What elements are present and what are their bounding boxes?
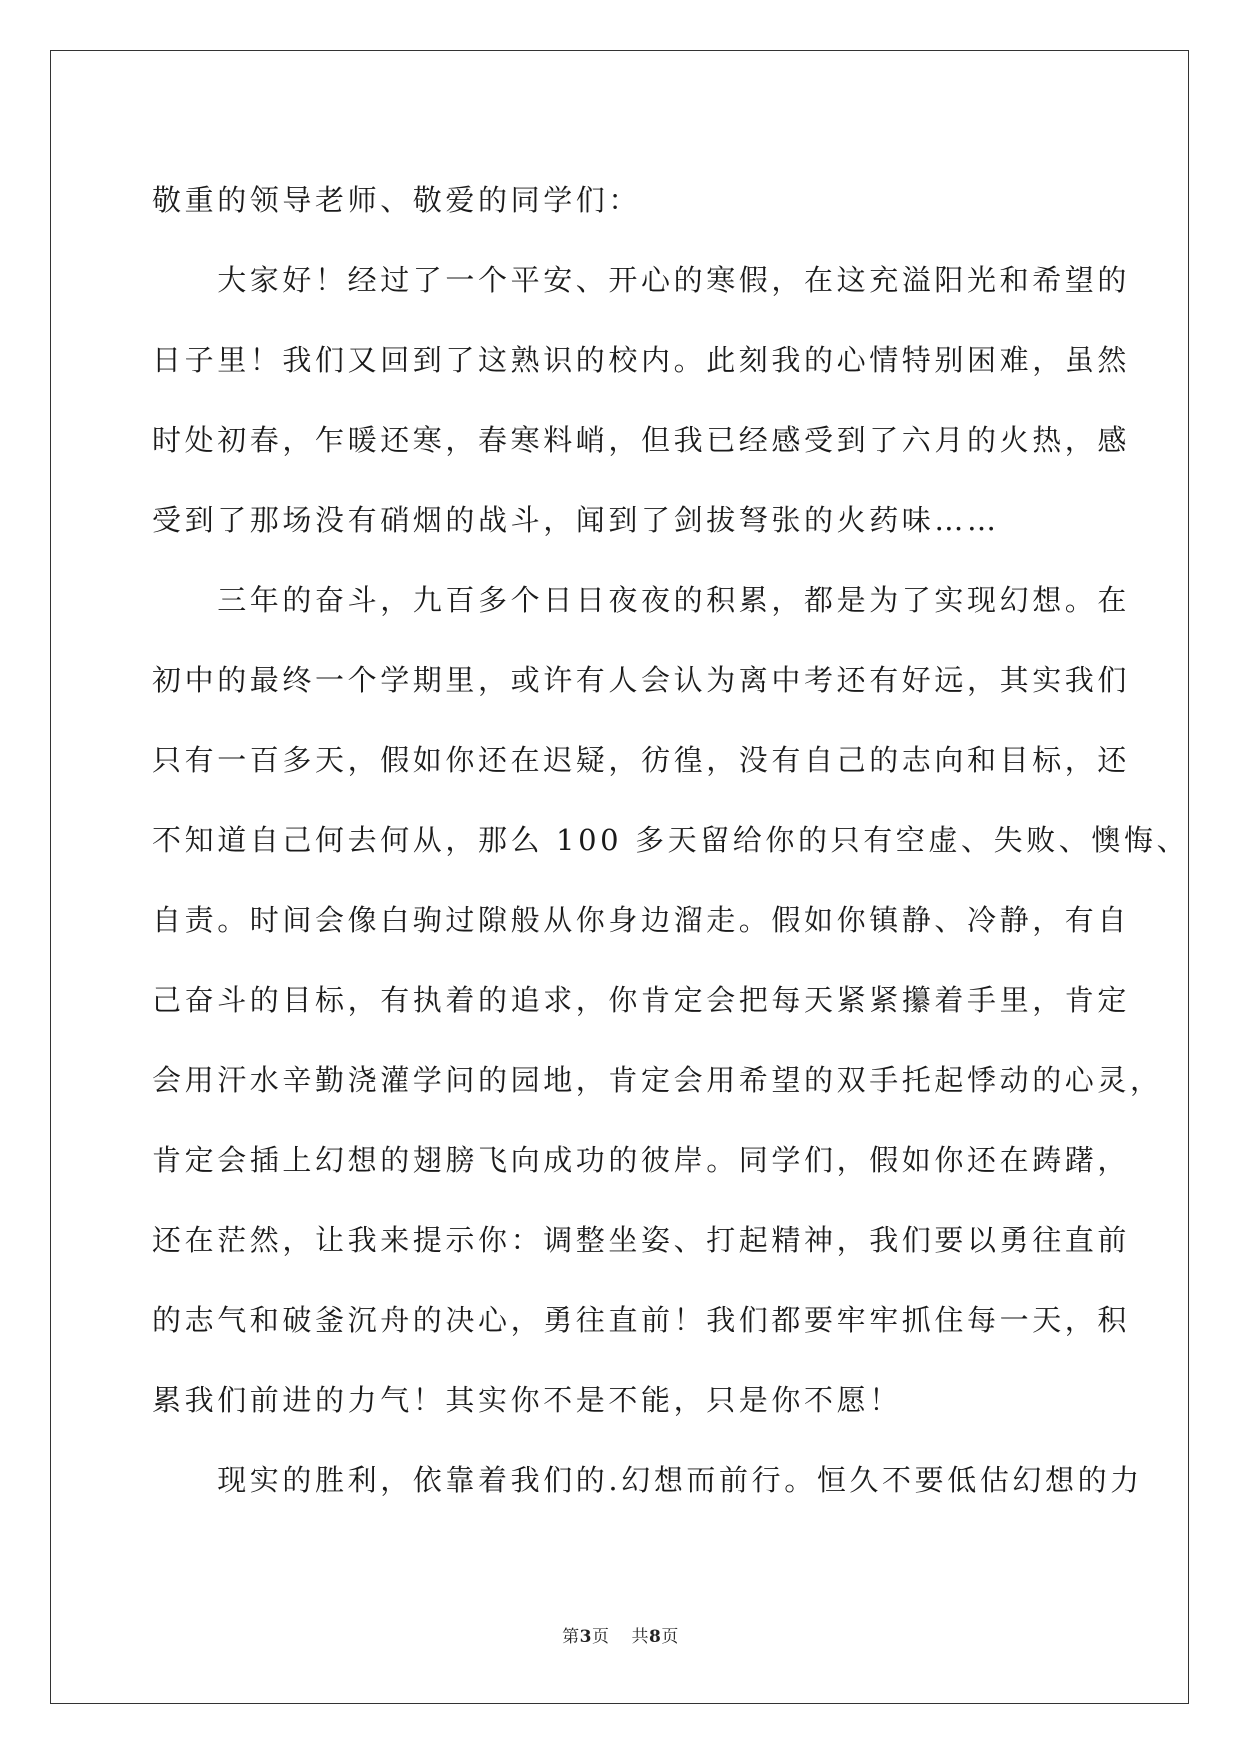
text-line: 大家好！经过了一个平安、开心的寒假，在这充溢阳光和希望的 [152, 263, 1131, 297]
text-line: 时处初春，乍暖还寒，春寒料峭，但我已经感受到了六月的火热，感 [152, 423, 1131, 457]
salutation-line: 敬重的领导老师、敬爱的同学们： [152, 183, 642, 217]
total-prefix: 共 [631, 1627, 649, 1647]
text-line: 三年的奋斗，九百多个日日夜夜的积累，都是为了实现幻想。在 [152, 583, 1131, 617]
text-line: 自责。时间会像白驹过隙般从你身边溜走。假如你镇静、冷静，有自 [152, 903, 1131, 937]
page-footer [0, 1622, 1241, 1647]
text-line: 受到了那场没有硝烟的战斗，闻到了剑拔弩张的火药味…… [152, 503, 1000, 537]
page-number: 3 [579, 1627, 592, 1647]
total-unit: 页 [661, 1627, 679, 1647]
text-line: 还在茫然，让我来提示你：调整坐姿、打起精神，我们要以勇往直前 [152, 1223, 1131, 1257]
total-pages: 8 [649, 1627, 662, 1647]
text-line: 现实的胜利，依靠着我们的.幻想而前行。恒久不要低估幻想的力 [152, 1463, 1143, 1497]
text-line: 日子里！我们又回到了这熟识的校内。此刻我的心情特别困难，虽然 [152, 343, 1131, 377]
text-line: 不知道自己何去何从，那么 100 多天留给你的只有空虚、失败、懊悔、 [152, 823, 1190, 857]
page-unit: 页 [592, 1627, 610, 1647]
text-line: 肯定会插上幻想的翅膀飞向成功的彼岸。同学们，假如你还在踌躇， [152, 1143, 1131, 1177]
text-line: 会用汗水辛勤浇灌学问的园地，肯定会用希望的双手托起悸动的心灵， [152, 1063, 1163, 1097]
text-line: 累我们前进的力气！其实你不是不能，只是你不愿！ [152, 1383, 902, 1417]
page-prefix: 第 [562, 1627, 580, 1647]
text-line: 只有一百多天，假如你还在迟疑，彷徨，没有自己的志向和目标，还 [152, 743, 1131, 777]
text-line: 己奋斗的目标，有执着的追求，你肯定会把每天紧紧攥着手里，肯定 [152, 983, 1131, 1017]
document-body [152, 160, 1190, 1520]
text-line: 初中的最终一个学期里，或许有人会认为离中考还有好远，其实我们 [152, 663, 1131, 697]
text-line: 的志气和破釜沉舟的决心，勇往直前！我们都要牢牢抓住每一天，积 [152, 1303, 1131, 1337]
